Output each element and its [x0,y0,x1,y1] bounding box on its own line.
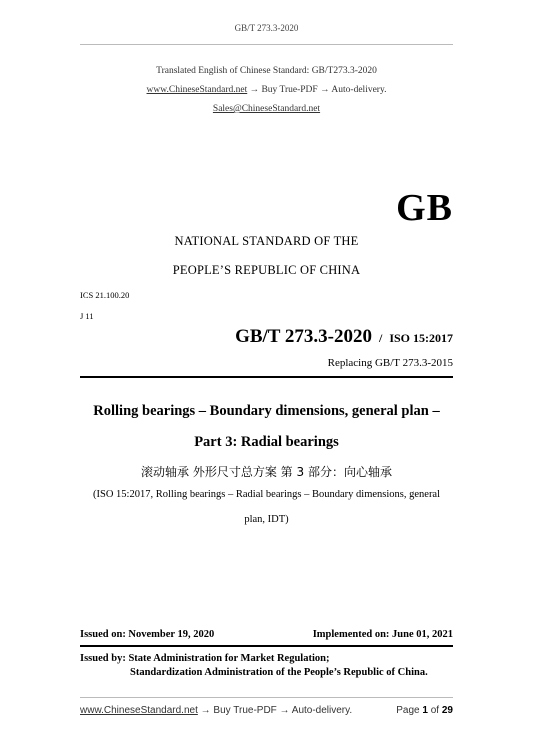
title-english-line2: Part 3: Radial bearings [194,434,339,450]
issued-by-line2 [130,667,428,678]
running-header: GB/T 273.3-2020 [234,23,299,33]
implemented-on: Implemented on: June 01, 2021 [312,629,453,640]
issued-by-label: Issued by: [80,653,126,664]
footer-divider [80,697,453,698]
email-link[interactable]: Sales@ChineseStandard.net [212,104,321,114]
footer-site-link[interactable]: www.ChineseStandard.net [80,705,198,716]
footer-buy-text: → Buy True-PDF → Auto-delivery. [200,705,353,716]
gb-mark: GB [396,187,453,229]
buy-text: → Buy True-PDF → Auto-delivery. [249,85,387,95]
title-chinese: 滚动轴承 外形尺寸总方案 第 3 部分：向心轴承 [141,465,392,479]
code-divider [80,376,453,378]
site-link[interactable]: www.ChineseStandard.net [146,85,248,95]
page-indicator [396,705,453,716]
ics-code: ICS 21.100.20 [80,290,130,300]
of-label: of [430,705,440,716]
iso-equivalence-line2: plan, IDT) [244,514,289,525]
page-label: Page [396,705,420,716]
header-divider [80,44,453,45]
national-title-line2: PEOPLE’S REPUBLIC OF CHINA [172,263,361,277]
page-number: 1 [422,705,428,716]
footer [80,705,453,716]
issuer-2: Standardization Administration of the People’s Republic of China. [130,667,428,678]
translation-notice: Translated English of Chinese Standard: GB/T273.3-2020 [156,66,377,76]
dates-row [80,629,453,640]
page-total: 29 [441,705,453,716]
code-separator: / [378,331,383,345]
iso-code: ISO 15:2017 [389,331,453,345]
national-title-line1: NATIONAL STANDARD OF THE [174,234,359,248]
dates-divider [80,645,453,647]
standard-number [235,326,453,348]
title-english-line1: Rolling bearings – Boundary dimensions, general plan – [93,403,440,419]
issued-by-line1 [80,653,329,664]
issued-on: Issued on: November 19, 2020 [80,629,215,640]
ccs-code: J 11 [80,311,94,321]
issuer-1: State Administration for Market Regulation; [128,653,330,664]
standard-code: GB/T 273.3-2020 [235,326,372,347]
replacing-note: Replacing GB/T 273.3-2015 [327,357,453,369]
translation-site-line [0,85,533,95]
email-line [0,104,533,114]
iso-equivalence-line1: (ISO 15:2017, Rolling bearings – Radial bearings – Boundary dimensions, general [92,489,441,500]
